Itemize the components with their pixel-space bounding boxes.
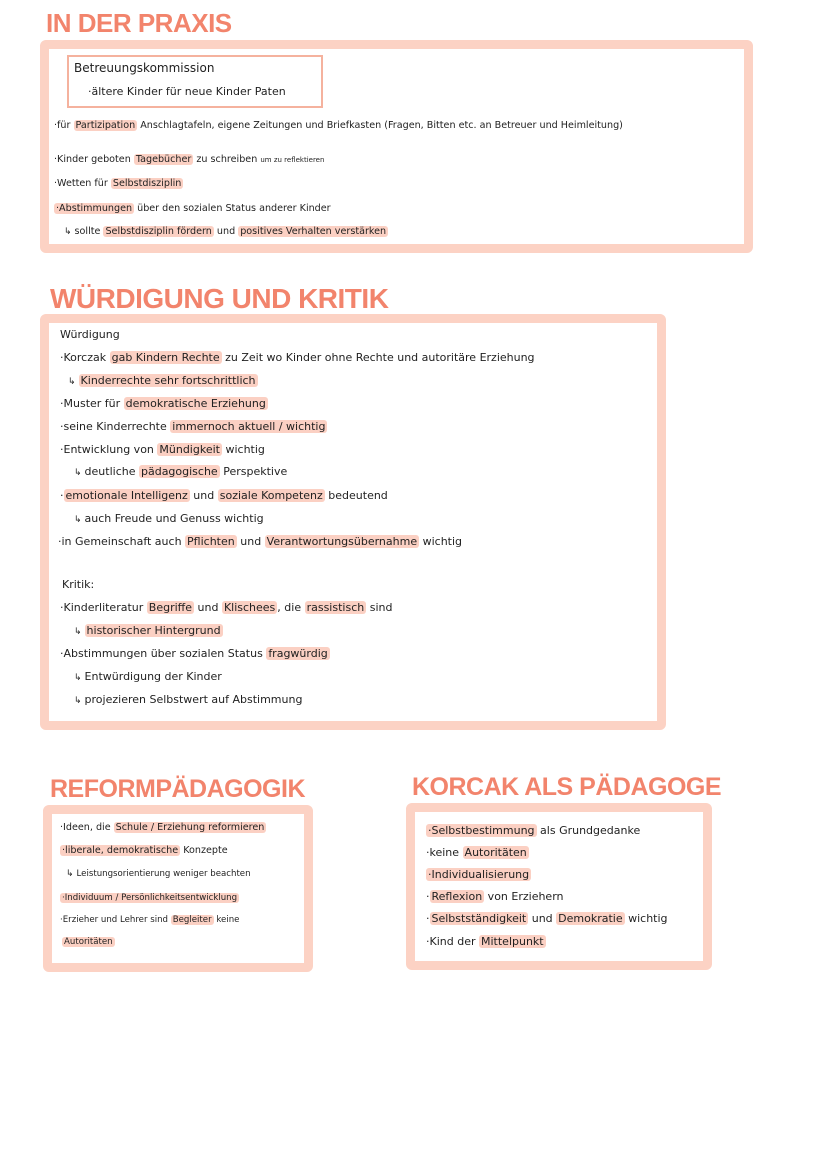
praxis-line-4: ·Abstimmungen über den sozialen Status anderer Kinder bbox=[56, 203, 331, 214]
arrow-icon: ↳ bbox=[74, 515, 82, 525]
reform-line-2: ·liberale, demokratische Konzepte bbox=[62, 845, 228, 856]
kritik-title: WÜRDIGUNG UND KRITIK bbox=[50, 283, 389, 314]
reform-line-5: ·Erzieher und Lehrer sind Begleiter keine bbox=[60, 915, 240, 925]
korcak-line-2: ·keine Autoritäten bbox=[426, 846, 527, 859]
reform-line-6: Autoritäten bbox=[64, 937, 113, 947]
praxis-line-5: ↳ sollte Selbstdisziplin fördern und positives Verhalten verstärken bbox=[64, 226, 387, 237]
wuerdigung-line-8: ↳ auch Freude und Genuss wichtig bbox=[74, 512, 264, 525]
praxis-line-1: ·für Partizipation Anschlagtafeln, eigene Zeitungen und Briefkasten (Fragen, Bitten etc. an Betreuer und Heimleitung) bbox=[54, 120, 623, 131]
arrow-icon: ↳ bbox=[74, 696, 82, 706]
wuerdigung-line-1: ·Korczak gab Kindern Rechte zu Zeit wo Kinder ohne Rechte und autoritäre Erziehung bbox=[60, 351, 535, 364]
reform-line-4: ·Individuum / Persönlichkeitsentwicklung bbox=[62, 893, 238, 903]
reform-line-3: ↳ Leistungsorientierung weniger beachten bbox=[66, 869, 251, 879]
kritik-line-1: ·Kinderliteratur Begriffe und Klischees , die rassistisch sind bbox=[60, 601, 393, 614]
wuerdigung-line-5: ·Entwicklung von Mündigkeit wichtig bbox=[60, 443, 265, 456]
wuerdigung-label: Würdigung bbox=[60, 328, 120, 341]
korcak-title: KORCAK ALS PÄDAGOGE bbox=[412, 773, 722, 801]
arrow-icon: ↳ bbox=[66, 869, 74, 879]
praxis-box-title: Betreuungskommission bbox=[74, 61, 215, 75]
korcak-line-4: · Reflexion von Erziehern bbox=[426, 890, 564, 903]
praxis-line-2: ·Kinder geboten Tagebücher zu schreiben um zu reflektieren bbox=[54, 154, 325, 165]
kritik-line-2: ↳ historischer Hintergrund bbox=[74, 624, 221, 637]
wuerdigung-line-6: ↳ deutliche pädagogische Perspektive bbox=[74, 465, 288, 478]
praxis-title: IN DER PRAXIS bbox=[46, 8, 232, 38]
wuerdigung-line-3: ·Muster für demokratische Erziehung bbox=[60, 397, 266, 410]
arrow-icon: ↳ bbox=[68, 377, 76, 387]
arrow-icon: ↳ bbox=[64, 227, 72, 237]
korcak-line-5: · Selbstständigkeit und Demokratie wichtig bbox=[426, 912, 668, 925]
praxis-box-sub: ·ältere Kinder für neue Kinder Paten bbox=[88, 85, 286, 98]
korcak-line-6: ·Kind der Mittelpunkt bbox=[426, 935, 544, 948]
arrow-icon: ↳ bbox=[74, 468, 82, 478]
wuerdigung-line-9: ·in Gemeinschaft auch Pflichten und Verantwortungsübernahme wichtig bbox=[58, 535, 463, 548]
arrow-icon: ↳ bbox=[74, 627, 82, 637]
praxis-line-3: ·Wetten für Selbstdisziplin bbox=[54, 178, 182, 189]
wuerdigung-line-7: · emotionale Intelligenz und soziale Kompetenz bedeutend bbox=[60, 489, 388, 502]
wuerdigung-line-4: ·seine Kinderrechte immernoch aktuell / wichtig bbox=[60, 420, 326, 433]
wuerdigung-line-2: ↳ Kinderrechte sehr fortschrittlich bbox=[68, 374, 256, 387]
arrow-icon: ↳ bbox=[74, 673, 82, 683]
reform-line-1: ·Ideen, die Schule / Erziehung reformieren bbox=[60, 822, 265, 833]
korcak-line-1: ·Selbstbestimmung als Grundgedanke bbox=[428, 824, 641, 837]
kritik-line-4: ↳ Entwürdigung der Kinder bbox=[74, 670, 222, 683]
kritik-line-5: ↳ projezieren Selbstwert auf Abstimmung bbox=[74, 693, 303, 706]
korcak-line-3: ·Individualisierung bbox=[428, 868, 530, 881]
kritik-line-3: ·Abstimmungen über sozialen Status fragwürdig bbox=[60, 647, 328, 660]
reform-title: REFORMPÄDAGOGIK bbox=[50, 775, 305, 803]
kritik-label: Kritik: bbox=[62, 578, 95, 591]
